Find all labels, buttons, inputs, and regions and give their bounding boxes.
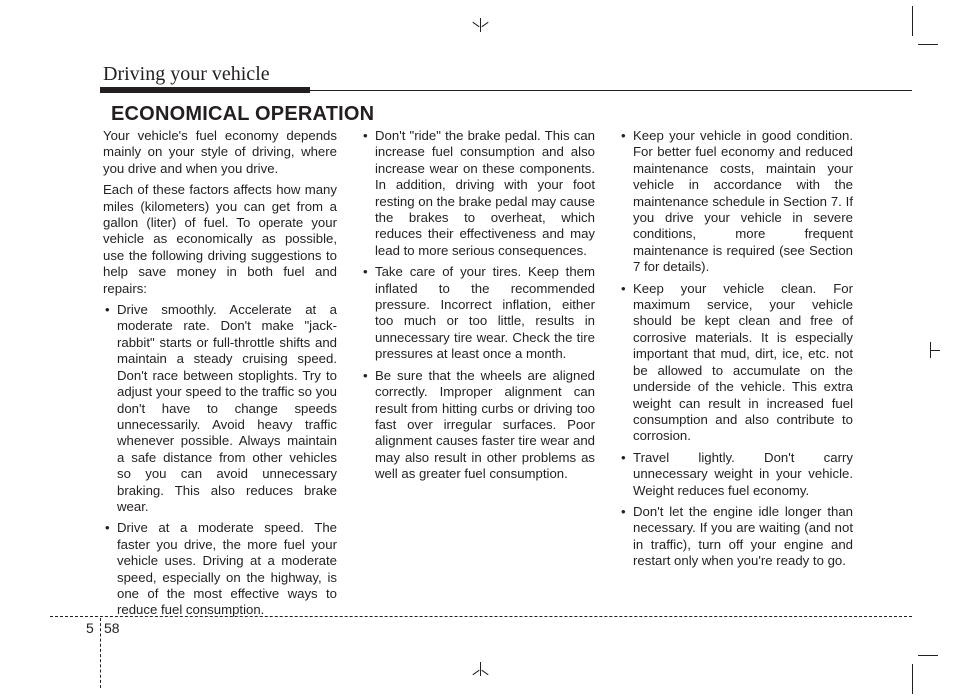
chapter-title: Driving your vehicle (103, 63, 270, 85)
bullet-item: • Keep your vehicle clean. For maximum service, your vehicle should be kept clean and free of corrosive materials. It is especially important that mud, dirt, ice, etc. not be allowed to accumulate on the underside of the vehicle. This extra weight can result in increased fuel consumption and also contribute to corrosion. (619, 281, 853, 445)
bullet-item: • Don't "ride" the brake pedal. This can increase fuel consumption and also increase wear on these components. In addition, driving with your foot resting on the brake pedal may cause the brakes to overheat, which reduces their effectiveness and may lead to more serious consequences. (361, 128, 595, 259)
bullet-item: • Drive at a moderate speed. The faster you drive, the more fuel your vehicle uses. Driving at a moderate speed, especially on the highway, is one of the most effective ways to reduce fuel consumption. (103, 520, 337, 618)
bullet-item: • Travel lightly. Don't carry unnecessary weight in your vehicle. Weight reduces fuel economy. (619, 450, 853, 499)
bullet-item: • Drive smoothly. Accelerate at a moderate rate. Don't make "jack-rabbit" starts or full-throttle shifts and maintain a steady cruising speed. Don't race between stoplights. Try to adjust your speed to the traffic so you don't have to change speeds unnecessarily. Avoid heavy traffic whenever possible. Always maintain a safe distance from other vehicles so you can avoid unnecessary braking. This also reduces brake wear. (103, 302, 337, 515)
bullet-list (619, 128, 853, 570)
paragraph: Your vehicle's fuel economy depends mainly on your style of driving, where you drive and when you drive. (103, 128, 337, 176)
page-number: 58 (104, 620, 120, 636)
section-title: ECONOMICAL OPERATION (111, 103, 375, 125)
text-column-3 (619, 128, 853, 575)
bullet-item: • Take care of your tires. Keep them inflated to the recommended pressure. Incorrect inflation, either too much or too little, results in unnecessary tire wear. Check the tire pressures at least once a month. (361, 264, 595, 362)
chapter-number: 5 (86, 620, 94, 636)
footer-rule (50, 616, 912, 617)
bullet-item: • Don't let the engine idle longer than necessary. If you are waiting (and not in traffic), turn off your engine and restart only when you're ready to go. (619, 504, 853, 570)
paragraph: Each of these factors affects how many miles (kilometers) you can get from a gallon (liter) of fuel. To operate your vehicle as economically as possible, use the following driving suggestions to help save money in both fuel and repairs: (103, 182, 337, 296)
header-rule (100, 90, 912, 91)
bullet-list (103, 302, 337, 619)
page-separator (100, 618, 101, 688)
bullet-item: • Be sure that the wheels are aligned correctly. Improper alignment can result from hitting curbs or driving too fast over irregular surfaces. Poor alignment causes faster tire wear and may also result in other problems as well as greater fuel consumption. (361, 368, 595, 483)
bullet-item: • Keep your vehicle in good condition. For better fuel economy and reduced maintenance costs, maintain your vehicle in accordance with the maintenance schedule in Section 7. If you drive your vehicle in severe conditions, more frequent maintenance is required (see Section 7 for details). (619, 128, 853, 276)
text-column-2 (361, 128, 595, 488)
bullet-list (361, 128, 595, 483)
text-column-1 (103, 128, 337, 624)
